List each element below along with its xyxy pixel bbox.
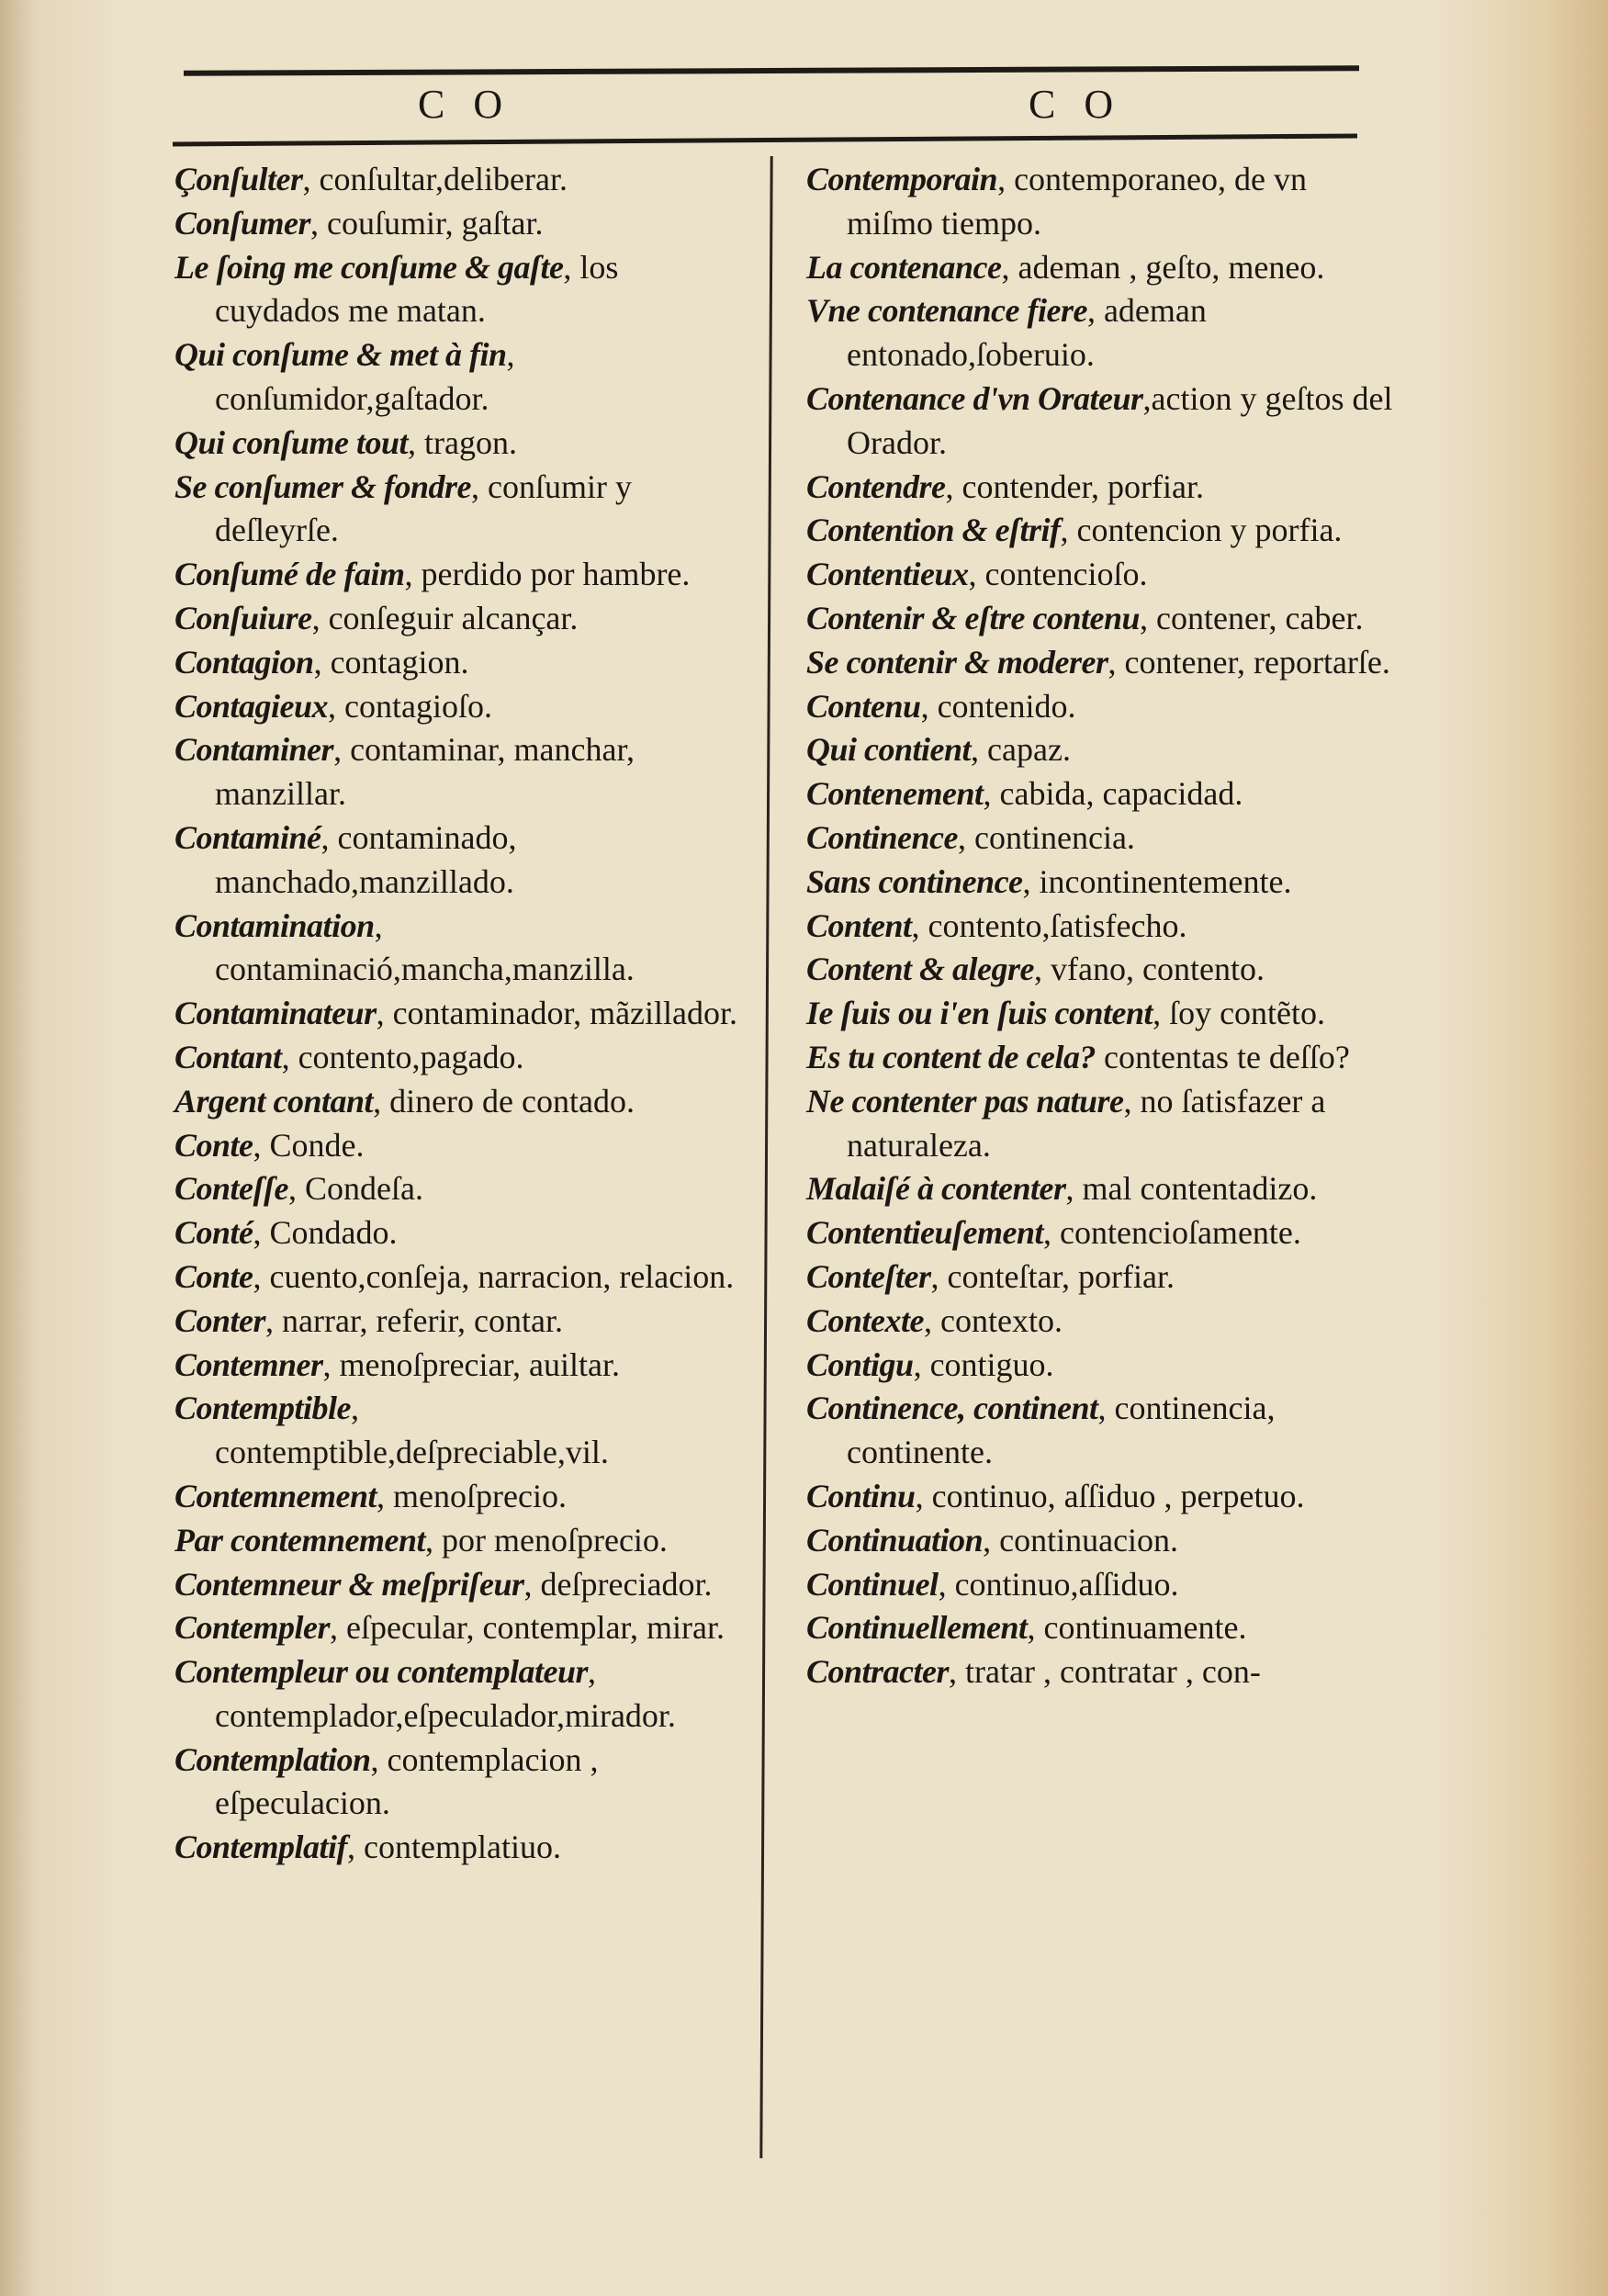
entry-headword: Contigu: [806, 1345, 914, 1383]
entry-definition: contentas te deſſo?: [1096, 1038, 1350, 1075]
entry-definition: , contento,pagado.: [281, 1038, 524, 1075]
entry-definition: , eſpecular, contemplar, mirar.: [330, 1609, 725, 1647]
entry-definition: , contender, porfiar.: [945, 467, 1204, 505]
dictionary-entry: [806, 289, 1394, 377]
entry-headword: Sans continence: [806, 862, 1023, 900]
dictionary-entry: [806, 861, 1394, 905]
dictionary-entry: [806, 1344, 1394, 1388]
entry-definition: , contencioſo.: [968, 556, 1148, 593]
left-column: [174, 158, 744, 1870]
entry-headword: Par contemnement: [174, 1521, 425, 1559]
dictionary-entry: [806, 685, 1394, 729]
entry-definition: , contenido.: [920, 687, 1076, 725]
entry-headword: Argent contant: [174, 1082, 374, 1120]
entry-definition: , contencion y porfia.: [1060, 512, 1343, 549]
entry-headword: Contemplation: [174, 1740, 371, 1778]
entry-definition: , contemplacion , eſpeculacion.: [215, 1740, 599, 1822]
dictionary-entry: [806, 1650, 1394, 1694]
entry-headword: Contention & eſtrif: [806, 512, 1061, 549]
entry-headword: Contenement: [806, 775, 984, 813]
dictionary-entry: [806, 1563, 1394, 1607]
entry-headword: Conté: [174, 1214, 253, 1252]
entry-headword: La contenance: [806, 248, 1002, 286]
dictionary-entry: [806, 641, 1394, 685]
entry-headword: Qui conſume tout: [174, 423, 409, 461]
entry-headword: Qui contient: [806, 731, 972, 769]
entry-definition: , dinero de contado.: [373, 1082, 635, 1120]
dictionary-entry: [174, 1211, 744, 1255]
dictionary-entry: [174, 1300, 744, 1344]
entry-headword: Contendre: [806, 467, 946, 505]
entry-headword: Contenir & eſtre contenu: [806, 599, 1141, 636]
entry-definition: , narrar, referir, contar.: [265, 1301, 563, 1339]
running-head-left: C O: [418, 82, 512, 127]
dictionary-entry: [806, 772, 1394, 816]
entry-definition: , menoſpreciar, auiltar.: [322, 1345, 620, 1383]
dictionary-entry: [806, 1606, 1394, 1650]
dictionary-entry: [174, 1124, 744, 1168]
entry-definition: , menoſprecio.: [377, 1477, 567, 1514]
entry-headword: Contamination: [174, 906, 375, 944]
entry-definition: , contemplatiuo.: [347, 1829, 561, 1866]
entry-headword: Es tu content de cela?: [806, 1038, 1096, 1075]
entry-definition: ,action y geſtos del Orador.: [847, 379, 1393, 461]
dictionary-entry: [806, 992, 1394, 1036]
dictionary-entry: [806, 553, 1394, 597]
entry-definition: , contemptible,deſpreciable,vil.: [215, 1390, 609, 1471]
entry-definition: , contener, caber.: [1140, 599, 1364, 636]
entry-definition: , contiguo.: [913, 1345, 1054, 1383]
entry-headword: Contexte: [806, 1301, 924, 1339]
entry-headword: Content & alegre: [806, 951, 1035, 988]
entry-definition: , tratar , contratar , con-: [949, 1653, 1261, 1691]
dictionary-entry: [806, 1519, 1394, 1563]
entry-headword: Conteſter: [806, 1257, 931, 1295]
entry-definition: , conſeguir alcançar.: [311, 599, 579, 636]
dictionary-entry: [174, 905, 744, 993]
right-column: [806, 158, 1394, 1694]
entry-definition: , contaminador, mãzillador.: [376, 995, 738, 1032]
dictionary-entry: [174, 246, 744, 334]
dictionary-entry: [806, 1387, 1394, 1475]
dictionary-entry: [174, 992, 744, 1036]
dictionary-entry: [174, 1563, 744, 1607]
entry-headword: Contemneur & meſpriſeur: [174, 1565, 524, 1603]
entry-headword: Çonſulter: [174, 161, 303, 197]
entry-headword: Contracter: [806, 1653, 950, 1691]
entry-definition: , deſpreciador.: [523, 1565, 713, 1603]
entry-definition: , ademan , geſto, meneo.: [1001, 248, 1325, 286]
dictionary-entry: [174, 333, 744, 422]
entry-definition: , contagion.: [313, 643, 469, 681]
dictionary-entry: [174, 1739, 744, 1827]
dictionary-entry: [806, 1080, 1394, 1168]
entry-headword: Content: [806, 906, 912, 944]
entry-definition: , contaminació,mancha,manzilla.: [215, 906, 635, 988]
entry-headword: Continuellement: [806, 1609, 1028, 1647]
entry-definition: , los cuydados me matan.: [215, 248, 619, 330]
entry-headword: Contempler: [174, 1609, 331, 1647]
entry-headword: Contemner: [174, 1345, 323, 1383]
dictionary-entry: [806, 597, 1394, 641]
entry-definition: , mal contentadizo.: [1065, 1170, 1318, 1208]
dictionary-entry: [806, 1036, 1394, 1080]
entry-definition: , cabida, capacidad.: [983, 775, 1243, 813]
dictionary-entry: [174, 1826, 744, 1870]
dictionary-entry: [806, 816, 1394, 861]
dictionary-entry: [174, 641, 744, 685]
dictionary-entry: [806, 1475, 1394, 1519]
dictionary-entry: [174, 597, 744, 641]
entry-headword: Malaiſé à contenter: [806, 1170, 1066, 1208]
dictionary-entry: [174, 1167, 744, 1211]
entry-headword: Vne contenance fiere: [806, 292, 1087, 330]
dictionary-entry: [174, 553, 744, 597]
entry-headword: Conte: [174, 1257, 253, 1295]
entry-headword: Le ſoing me conſume & gaſte: [174, 248, 564, 286]
entry-definition: , continuo, aſſiduo , perpetuo.: [915, 1477, 1305, 1514]
entry-headword: Conter: [174, 1301, 266, 1339]
entry-headword: Continu: [806, 1477, 916, 1514]
dictionary-entry: [174, 202, 744, 246]
entry-definition: , continuamente.: [1027, 1609, 1247, 1647]
entry-definition: , Conde.: [253, 1126, 365, 1164]
dictionary-entry: [806, 1255, 1394, 1300]
entry-definition: , couſumir, gaſtar.: [310, 204, 544, 242]
entry-definition: , capaz.: [971, 731, 1071, 769]
entry-headword: Contaminateur: [174, 995, 377, 1032]
entry-headword: Contempleur ou contemplateur: [174, 1653, 589, 1691]
entry-definition: , cuento,conſeja, narracion, relacion.: [253, 1257, 735, 1295]
dictionary-entry: [174, 1519, 744, 1563]
entry-headword: Contemptible: [174, 1390, 351, 1427]
entry-headword: Contagieux: [174, 687, 329, 725]
entry-headword: Contemporain: [806, 161, 998, 197]
entry-definition: , contemporaneo, de vn miſmo tiempo.: [847, 161, 1307, 242]
entry-headword: Contaminé: [174, 818, 321, 856]
entry-headword: Conte: [174, 1126, 253, 1164]
dictionary-entry: [174, 685, 744, 729]
entry-headword: Se contenir & moderer: [806, 643, 1108, 681]
entry-headword: Contagion: [174, 643, 314, 681]
entry-headword: Conſumer: [174, 204, 311, 242]
dictionary-entry: [174, 1344, 744, 1388]
header-rule: [173, 133, 1357, 146]
dictionary-entry: [174, 422, 744, 466]
column-divider: [759, 156, 772, 2158]
entry-headword: Contentieuſement: [806, 1214, 1044, 1252]
entry-definition: , no ſatisfazer a naturaleza.: [847, 1082, 1326, 1164]
entry-definition: , conſumir y deſleyrſe.: [215, 467, 632, 549]
entry-headword: Continuel: [806, 1565, 939, 1603]
entry-definition: , contaminado, manchado,manzillado.: [215, 818, 517, 900]
entry-definition: , contemplador,eſpeculador,mirador.: [215, 1653, 676, 1734]
entry-headword: Contenu: [806, 687, 921, 725]
entry-headword: Continuation: [806, 1521, 984, 1559]
dictionary-entry: [806, 1300, 1394, 1344]
dictionary-entry: [174, 1387, 744, 1475]
dictionary-entry: [806, 158, 1394, 246]
dictionary-entry: [174, 1650, 744, 1739]
entry-definition: , continencia, continente.: [847, 1390, 1276, 1471]
entry-definition: , contencioſamente.: [1043, 1214, 1301, 1252]
entry-definition: , por menoſprecio.: [425, 1521, 668, 1559]
entry-definition: , contagioſo.: [328, 687, 493, 725]
dictionary-entry: [806, 948, 1394, 992]
top-rule: [184, 65, 1359, 76]
entry-definition: , ademan entonado,ſoberuio.: [847, 292, 1207, 374]
entry-definition: , contento,ſatisfecho.: [911, 906, 1187, 944]
entry-definition: , continencia.: [958, 818, 1135, 856]
dictionary-entry: [174, 466, 744, 554]
entry-headword: Conſuiure: [174, 599, 312, 636]
dictionary-entry: [174, 1036, 744, 1080]
entry-definition: , continuacion.: [983, 1521, 1179, 1559]
entry-headword: Contemplatif: [174, 1829, 348, 1866]
dictionary-entry: [174, 728, 744, 816]
entry-definition: , continuo,aſſiduo.: [938, 1565, 1179, 1603]
entry-headword: Contemnement: [174, 1477, 377, 1514]
entry-headword: Contaminer: [174, 731, 334, 769]
entry-definition: , perdido por hambre.: [404, 556, 691, 593]
entry-definition: , tragon.: [408, 423, 518, 461]
entry-headword: Qui conſume & met à fin: [174, 336, 507, 374]
entry-headword: Ie ſuis ou i'en ſuis content: [806, 995, 1153, 1032]
entry-definition: , contaminar, manchar, manzillar.: [215, 731, 635, 813]
entry-headword: Conteſſe: [174, 1170, 288, 1208]
entry-headword: Continence, continent: [806, 1390, 1098, 1427]
entry-definition: , Condado.: [253, 1214, 398, 1252]
entry-definition: , ſoy contẽto.: [1153, 995, 1326, 1032]
entry-definition: , conſumidor,gaſtador.: [215, 336, 515, 417]
dictionary-entry: [806, 377, 1394, 466]
entry-definition: , contener, reportarſe.: [1108, 643, 1390, 681]
entry-headword: Se conſumer & fondre: [174, 467, 471, 505]
dictionary-entry: [806, 466, 1394, 510]
entry-definition: , Condeſa.: [287, 1170, 423, 1208]
dictionary-entry: [806, 1167, 1394, 1211]
running-head-right: C O: [1029, 82, 1123, 127]
dictionary-entry: [806, 509, 1394, 553]
dictionary-entry: [806, 246, 1394, 290]
dictionary-entry: [174, 1606, 744, 1650]
dictionary-entry: [806, 905, 1394, 949]
entry-headword: Contentieux: [806, 556, 969, 593]
entry-definition: , conteſtar, porfiar.: [930, 1257, 1175, 1295]
dictionary-entry: [174, 1255, 744, 1300]
dictionary-entry: [174, 1080, 744, 1124]
dictionary-entry: [806, 728, 1394, 772]
entry-headword: Contant: [174, 1038, 282, 1075]
entry-headword: Conſumé de faim: [174, 556, 405, 593]
entry-headword: Ne contenter pas nature: [806, 1082, 1124, 1120]
entry-headword: Continence: [806, 818, 959, 856]
entry-definition: , incontinentemente.: [1022, 862, 1292, 900]
entry-definition: , vfano, contento.: [1034, 951, 1265, 988]
dictionary-entry: [806, 1211, 1394, 1255]
entry-headword: Contenance d'vn Orateur: [806, 379, 1143, 417]
entry-definition: , contexto.: [924, 1301, 1063, 1339]
dictionary-entry: [174, 1475, 744, 1519]
dictionary-entry: [174, 816, 744, 905]
entry-definition: , conſultar,deliberar.: [302, 161, 568, 197]
dictionary-entry: [174, 158, 744, 202]
